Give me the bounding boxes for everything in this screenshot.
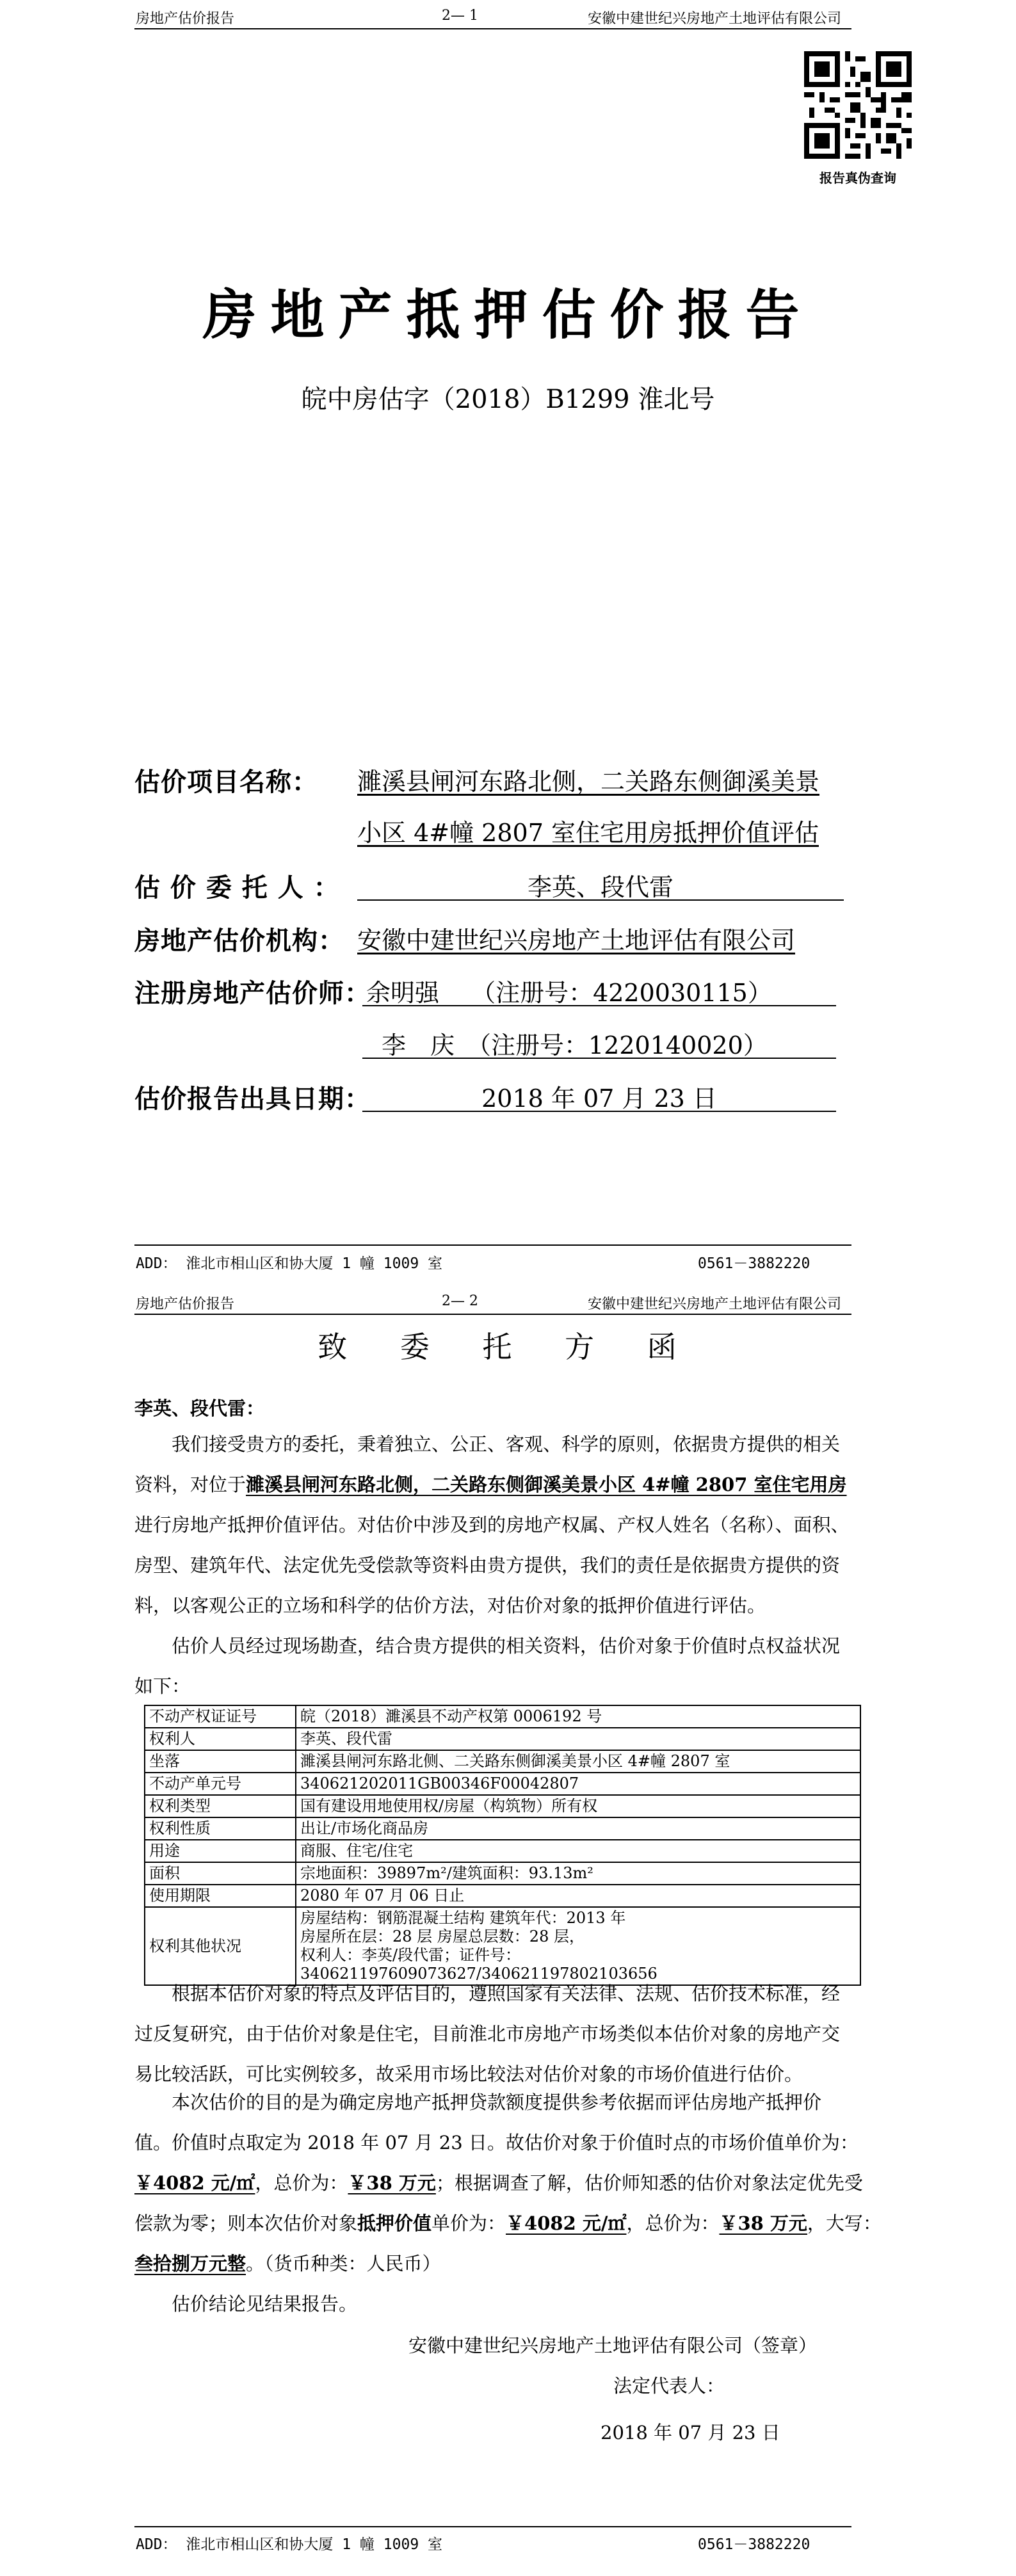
text: ，总价为： bbox=[255, 2172, 348, 2194]
mortgage-unit-price: ￥4082 元/㎡ bbox=[506, 2212, 627, 2234]
page-header-left: 房地产估价报告 bbox=[136, 1296, 235, 1312]
legal-representative: 法定代表人： bbox=[613, 2375, 725, 2397]
table-cell-key: 不动产权证证号 bbox=[145, 1705, 296, 1728]
table-cell-key: 使用期限 bbox=[145, 1885, 296, 1907]
table-cell-key: 权利人 bbox=[145, 1728, 296, 1750]
table-cell-value: 340621202011GB00346F00042807 bbox=[296, 1773, 860, 1795]
page-header-number: 2— 2 bbox=[442, 1293, 478, 1309]
table-cell-key: 面积 bbox=[145, 1862, 296, 1885]
report-number: 皖中房估字（2018）B1299 淮北号 bbox=[301, 385, 715, 414]
qr-code bbox=[804, 51, 912, 159]
table-cell-key: 不动产单元号 bbox=[145, 1773, 296, 1795]
header-rule bbox=[134, 28, 851, 29]
other-status-line-2: 房屋所在层：28 层 房屋总层数：28 层， bbox=[300, 1928, 585, 1945]
table-row bbox=[145, 1862, 860, 1885]
paragraph-4-line-3 bbox=[134, 2169, 863, 2195]
footer-phone: 0561－3882220 bbox=[698, 2536, 810, 2553]
other-status-line-1: 房屋结构：钢筋混凝土结构 建筑年代：2013 年 bbox=[300, 1909, 626, 1927]
report-title: 房地产抵押估价报告 bbox=[202, 283, 814, 346]
page-header-number: 2— 1 bbox=[442, 8, 478, 24]
signature-company: 安徽中建世纪兴房地产土地评估有限公司（签章） bbox=[408, 2335, 818, 2356]
paragraph-4-line-4 bbox=[134, 2209, 882, 2235]
appraiser-label: 注册房地产估价师： bbox=[134, 978, 371, 1008]
text: 单价为： bbox=[431, 2212, 506, 2234]
appraiser-2-underline bbox=[362, 1058, 836, 1059]
table-cell-value: 李英、段代雷 bbox=[296, 1728, 860, 1750]
paragraph-1 bbox=[134, 1424, 851, 1626]
paragraph-4-line-2: 值。价值时点取定为 2018 年 07 月 23 日。故估价对象于价值时点的市场价值单价为： bbox=[134, 2132, 859, 2153]
table-row bbox=[145, 1885, 860, 1907]
text: ，总价为： bbox=[626, 2212, 720, 2234]
appraiser-1-underline bbox=[362, 1005, 836, 1006]
project-name-label: 估价项目名称： bbox=[134, 767, 318, 797]
agency-label: 房地产估价机构： bbox=[134, 926, 344, 956]
client-value: 李英、段代雷 bbox=[527, 873, 673, 901]
page-header-left: 房地产估价报告 bbox=[136, 11, 235, 27]
text: ，大写： bbox=[807, 2212, 882, 2234]
table-cell-value: 皖（2018）濉溪县不动产权第 0006192 号 bbox=[296, 1705, 860, 1728]
footer-address: ADD： 淮北市相山区和协大厦 1 幢 1009 室 bbox=[136, 1255, 443, 1272]
property-address: 濉溪县闸河东路北侧，二关路东侧御溪美景小区 4#幢 2807 室住宅用房 bbox=[246, 1474, 847, 1495]
salutation: 李英、段代雷： bbox=[134, 1397, 265, 1419]
table-cell-key: 用途 bbox=[145, 1840, 296, 1862]
table-cell-key: 权利其他状况 bbox=[145, 1907, 296, 1985]
amount-in-words: 叁拾捌万元整 bbox=[134, 2253, 246, 2274]
text: 偿款为零；则本次估价对象 bbox=[134, 2212, 358, 2234]
table-row bbox=[145, 1795, 860, 1817]
paragraph-2: 估价人员经过现场勘查，结合贵方提供的相关资料，估价对象于价值时点权益状况如下： bbox=[134, 1635, 841, 1697]
rights-table bbox=[144, 1705, 861, 1986]
table-cell-value: 国有建设用地使用权/房屋（构筑物）所有权 bbox=[296, 1795, 860, 1817]
text: ；根据调查了解，估价师知悉的估价对象法定优先受 bbox=[435, 2172, 863, 2194]
table-row bbox=[145, 1728, 860, 1750]
table-cell-key: 权利性质 bbox=[145, 1817, 296, 1840]
mortgage-total-price: ￥38 万元 bbox=[719, 2212, 807, 2234]
table-row bbox=[145, 1705, 860, 1728]
table-row bbox=[145, 1750, 860, 1773]
paragraph-5: 估价结论见结果报告。 bbox=[172, 2293, 358, 2315]
table-row bbox=[145, 1817, 860, 1840]
signature-date: 2018 年 07 月 23 日 bbox=[601, 2422, 780, 2443]
table-cell-value: 商服、住宅/住宅 bbox=[296, 1840, 860, 1862]
table-cell-value: 出让/市场化商品房 bbox=[296, 1817, 860, 1840]
footer-address: ADD： 淮北市相山区和协大厦 1 幢 1009 室 bbox=[136, 2536, 443, 2553]
report-date-label: 估价报告出具日期： bbox=[134, 1084, 371, 1114]
market-total-price: ￥38 万元 bbox=[348, 2172, 436, 2194]
table-cell-value: 濉溪县闸河东路北侧、二关路东侧御溪美景小区 4#幢 2807 室 bbox=[296, 1750, 860, 1773]
appraiser-1: 余明强 （注册号：4220030115） bbox=[366, 979, 772, 1007]
qr-caption: 报告真伪查询 bbox=[819, 170, 896, 186]
table-row bbox=[145, 1773, 860, 1795]
market-unit-price: ￥4082 元/㎡ bbox=[134, 2172, 255, 2194]
client-underline bbox=[357, 899, 844, 901]
paragraph-3: 根据本估价对象的特点及评估目的，遵照国家有关法律、法规、估价技术标准，经过反复研究，由于估价对象是住宅，目前淮北市房地产市场类似本估价对象的房地产交易比较活跃，可比实例较多，故采用市场比较法对估价对象的市场价值进行估价。 bbox=[134, 1983, 841, 2085]
other-status-line-3: 权利人：李英/段代雷；证件号：340621197609073627/340621197802103656 bbox=[300, 1946, 657, 1983]
footer-rule bbox=[134, 2526, 851, 2527]
paragraph-1-body: 进行房地产抵押价值评估。对估价中涉及到的房地产权属、产权人姓名（名称）、面积、房型、建筑年代、法定优先受偿款等资料由贵方提供，我们的责任是依据贵方提供的资料，以客观公正的立场和科学的估价方法，对估价对象的抵押价值进行评估。 bbox=[134, 1514, 850, 1616]
paragraph-4-line-5 bbox=[134, 2250, 441, 2276]
table-cell-key: 权利类型 bbox=[145, 1795, 296, 1817]
footer-rule bbox=[134, 1244, 851, 1246]
paragraph-4-line-1: 本次估价的目的是为确定房地产抵押贷款额度提供参考依据而评估房地产抵押价 bbox=[172, 2091, 822, 2113]
footer-phone: 0561－3882220 bbox=[698, 1255, 810, 1272]
project-name-line2: 小区 4#幢 2807 室住宅用房抵押价值评估 bbox=[357, 819, 819, 847]
letter-title: 致 委 托 方 函 bbox=[318, 1330, 698, 1364]
text: 。（货币种类：人民币） bbox=[246, 2253, 441, 2274]
page-header-right: 安徽中建世纪兴房地产土地评估有限公司 bbox=[588, 1296, 842, 1312]
table-cell-value: 2080 年 07 月 06 日止 bbox=[296, 1885, 860, 1907]
agency-value: 安徽中建世纪兴房地产土地评估有限公司 bbox=[357, 926, 796, 954]
mortgage-value-label: 抵押价值 bbox=[357, 2212, 432, 2234]
page-header-right: 安徽中建世纪兴房地产土地评估有限公司 bbox=[588, 11, 842, 27]
table-cell-key: 坐落 bbox=[145, 1750, 296, 1773]
table-row bbox=[145, 1840, 860, 1862]
appraiser-2: 李 庆 （注册号：1220140020） bbox=[382, 1031, 768, 1059]
table-cell-value: 宗地面积：39897m²/建筑面积：93.13m² bbox=[296, 1862, 860, 1885]
header-rule bbox=[134, 1314, 851, 1315]
report-date-underline bbox=[362, 1111, 836, 1112]
report-date-value: 2018 年 07 月 23 日 bbox=[481, 1084, 717, 1113]
project-name-line1: 濉溪县闸河东路北侧，二关路东侧御溪美景 bbox=[357, 768, 820, 796]
paragraph-1-intro: 我们接受贵方的委托，秉着独立、公正、客观、科学的原则，依据贵方提供的相关资料，对位于 bbox=[134, 1433, 841, 1495]
client-label: 估 价 委 托 人 ： bbox=[134, 873, 340, 903]
